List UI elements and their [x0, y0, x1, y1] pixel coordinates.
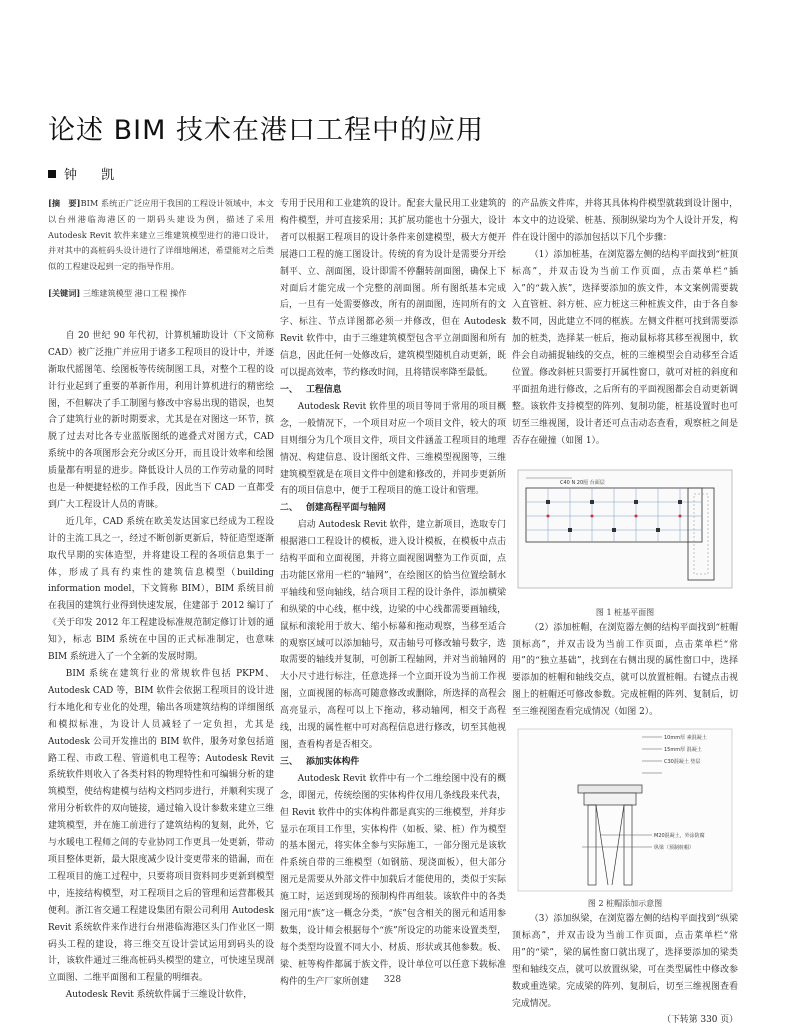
col2-paragraph-3: 启动 Autodesk Revit 软件，建立新项目，选取专门根据港口工程设计的模板，进入设计模板，在模板中点击结构平面和立面视图，并将立面视图调整为工作页面，点击功能区常用一栏的“轴网”，在绘图区的恰当位置绘制水平轴线和竖向轴线，结合项目工程的设计条件，添加横梁和纵梁的中心线，框中线，边梁的中心线都需要画轴线，鼠标和滚轮用于放大、缩小标幕和拖动观察，当移至适合的观察区域可以添加轴号，双击轴号可修改轴号数字，选取需要的轴线并复制，可创新工程轴网，并对当前轴网的大小尺寸进行标注，任意选择一个立面开设为当前工作视图，立面视图的标高可随意修改或删除，所选择的高程会高亮显示，高程可以上下拖动，移动轴网，相交于高程线，出现的属性框中可对高程信息进行修改，切至其他视图，查看构者是否相交。 — [280, 520, 506, 750]
section-2-number: 二、 — [280, 503, 298, 514]
col1-paragraph-2: 近几年，CAD 系统在欧美发达国家已经成为工程设计的主流工具之一，经过不断创新更新后，特征造型逐渐取代早期的实体造型，并将建设工程的各项信息集于一体，形成了具有约束性的建筑信息模型（building information model，下文简称 BIM），BIM 系统目前在我国的建筑行业得到快速发展，住建部于 2012 编订了《关于印发 2012 年工程建设标准规范制定修订计划的通知》，标志 BIM 系统在中国的正式标准制定，也意味 BIM 系统进入了一个全新的发展时期。 — [48, 516, 274, 663]
figure-2-label-2: 15mm厚 混凝土 — [664, 747, 702, 754]
keywords-label: [关键词] — [48, 287, 81, 298]
col1-paragraph-4: Autodesk Revit 系统软件属于三维设计软件， — [65, 990, 253, 1001]
figure-2-label-3: C30混凝土 垫层 — [664, 759, 701, 766]
figure-1-caption: 图 1 桩基平面图 — [595, 607, 655, 617]
col2-paragraph-4: Autodesk Revit 软件中有一个二维绘图中没有的概念，即图元，传统绘图的实体构件仅用几条线段来代表，但 Revit 软件中的实体构件都是真实的三维模型，并拜步显示在项目工作里，实体构件（如板、梁、桩）作为模型的基本图元，将实体全参与实际施工，一部分图元是该软件系统自带的三维模型（如钢筋、现浇面板），但大部分图元是需要从外部文件中加载后才能使用的，类似于实际施工时，运送到现场的预制构件再组装。该软件中的各类图元用“族”这一概念分类，“族”包含相关的图元和适用参数集，设计师会根据每个“族”所设定的功能来设置类型，每个类型均设置不同大小、材质、形状或其他参数。板、梁、桩等构件都属于族文件，设计单位可以任意下载标准构件的生产厂家所创建 — [280, 773, 506, 987]
section-heading-2 — [280, 500, 506, 517]
figure-2-label-1: 10mm厚 素混凝土 — [664, 735, 707, 742]
abstract-label: [摘 要] — [48, 198, 81, 208]
keywords-text: 三维建筑模型 港口工程 操作 — [82, 287, 187, 298]
keywords — [48, 285, 274, 302]
section-heading-3 — [280, 754, 506, 771]
figure-2-label-4: M20混凝土，外涂防腐 — [654, 833, 705, 840]
bullet-square-icon — [48, 170, 56, 178]
author-line — [48, 164, 124, 183]
figure-2-caption: 图 2 桩帽添加示意图 — [587, 899, 663, 909]
figure-1 — [512, 454, 738, 604]
author-name: 钟 凯 — [64, 168, 125, 183]
column-1 — [48, 196, 274, 1004]
abstract-text: BIM 系统正广泛应用于我国的工程设计领域中，本文以台州港临海港区的一期码头建设为例，描述了采用 Autodesk Revit 软件来建立三维建筑模型进行的港口设计，并对其中的高桩码头设计进行了详细地阐述，希望能对之后类似的工程建设起到一定的指导作用。 — [48, 198, 274, 272]
column-3 — [512, 196, 738, 1029]
col3-paragraph-1: 的产品族文件库，并将其具体构件模型就载到设计图中，本文中的边设梁、桩基、预制纵梁均为个人设计开发，构件在设计图中的添加包括以下几个步骤： — [512, 199, 738, 243]
pile-cap-drawing — [512, 725, 738, 895]
abstract — [48, 196, 274, 275]
section-heading-1 — [280, 382, 506, 399]
section-1-title: 工程信息 — [306, 384, 342, 395]
continued-note: （下转第 330 页） — [662, 1015, 738, 1026]
col2-paragraph-2: Autodesk Revit 软件里的项目等同于常用的项目概念，一般情况下，一个项目对应一个项目文件，较大的项目则细分为几个项目文件，项目文件涵盖工程项目的地理情况、构建信息、设计图纸文件、三维模型视图等，三维建筑模型就是在项目文件中创建和修改的，并同步更新所有的项目信息中，便于工程项目的施工设计和管理。 — [280, 401, 506, 497]
column-2 — [280, 196, 506, 991]
col2-paragraph-1: 专用于民用和工业建筑的设计。配套大量民用工业建筑的构件模型，并可直接采用；其扩展功能也十分强大，设计者可以根据工程项目的设计条件来创建模型，极大方便开展港口工程的施工图设计。传统的育为设计是需要分开绘制平、立、剖面图，设计即需不停翻转剖面图，确保上下对面后才能完成一个完整的剖面图。所有图纸基本完成后，一旦有一处需要修改，所有的剖面图，连同所有的文字、标注、节点详图都必须一并修改，但在 Autodesk Revit 软件中，由于三维建筑模型包含平立剖面图和所有信息，因此任何一处修改后，建筑模型随机自动更新，既可以提高效率，节约修改时间，且将错误率降至最低。 — [280, 199, 506, 379]
col1-paragraph-1: 自 20 世纪 90 年代初，计算机辅助设计（下文简称 CAD）被广泛推广并应用于诸多工程项目的设计中，并逐渐取代摇图笔、绘图板等传统制图工具，对整个工程的设计行业起到了重要的革新作用，利用计算机进行的精密绘图，不但解决了手工制图与修改中容易出现的错误，也契合了建筑行业的新时期要求，尤其是在对图这一环节，摈脱了过去对比各专业蓝版图纸的遮叠式对图方式，CAD 系统中的各项图形会充分或区分开，而且设计效率和绘图质量都有明显的进步。降低设计人员的工作劳动量的同时也是一种便捷轻松的工作手段，因此当下 CAD 一直都受到广大工程设计人员的青睐。 — [48, 330, 274, 510]
col3-paragraph-4: （3）添加纵梁，在浏览器左侧的结构平面找到“纵梁顶标高”，并双击设为当前工作页面，点击菜单栏“常用”的“梁”，梁的属性窗口就出现了，选择要添加的梁类型和轴线交点，就可以放置纵梁，可在类型属性中修改参数或重选梁。完成梁的阵列、复制后，切至三维视图查看完成情况。 — [512, 914, 738, 1009]
figure-1-label: C40 N 20厘 台面层 — [560, 479, 605, 486]
figure-2-label-5: 纵梁（预制桩帽） — [654, 845, 695, 852]
section-3-title: 添加实体构件 — [306, 756, 360, 767]
page-number: 328 — [383, 975, 402, 985]
col3-paragraph-3: （2）添加桩帽，在浏览器左侧的结构平面找到“桩帽顶标高”，并双击设为当前工作页面，点击菜单栏“常用”的“独立基础”，找到在右侧出现的属性窗口中，选择要添加的桩帽和轴线交点，就可以放置桩帽。右键点击视图上的桩帽还可修改参数。完成桩帽的阵列、复制后，切至三维视图查看完成情况（如图 2）。 — [512, 622, 738, 718]
section-1-number: 一、 — [280, 384, 298, 395]
pile-plan-drawing — [512, 454, 738, 604]
col3-paragraph-2: （1）添加桩基，在浏览器左侧的结构平面找到“桩顶标高”，并双击设为当前工作页面，点击菜单栏“插入”的“载入族”，选择要添加的族文件，本文案例需要载入直管桩、斜方桩、应力桩这三种桩族文件，由于各自参数不同，因此建立不同的框族。左侧文件框可找到需要添加的桩类，选择某一桩后，拖动鼠标将其移至视图中，软件会自动捕捉轴线的交点，桩的三维模型会自动移至合适位置。修改斜桩只需要打开属性窗口，就可对桩的斜度和平面扭角进行修改，之后所有的平面视图都会自动更新调整。该软件支持模型的阵列、复制功能，桩基设置时也可切至三维视图，设计者还可点击动态查看，观察桩之间是否存在碰撞（如图 1）。 — [512, 249, 738, 446]
col1-paragraph-3: BIM 系统在建筑行业的常规软件包括 PKPM、Autodesk CAD 等，BIM 软件会依据工程项目的设计进行本地化和专业化的处理，输出各项建筑结构的详细图纸和模拟标准，为设计人员减轻了一定负担，尤其是 Autodesk 公司开发推出的 BIM 软件，服务对象包括道路工程、市政工程、管道机电工程等；Autodesk Revit 系统软件则收入了各类村料的物理特性和可编辑分析的建筑模型，使结构建模与结构文档同步进行，并顺利实现了常用分析软件的双向链接，通过输入设计参数来建立三维建筑模型，并在施工前进行了建筑结构的复刻，此外，它与水暖电工程师之间的专业协同工作更具一处更新，带动项目整体更新，最大限度减少设计变更带来的错漏，而在工程项目的施工过程中，只要将项目资料同步更新到模型中，连接结构模型，对工程项目之后的管理和运营都极其便利。浙江省交通工程建设集团有限公司利用 Autodesk Revit 系统软件来作进行台州港临海港区头门作业区一期码头工程的建设，将三维交互设计尝试运用到码头的设计，该软件通过三维高桩码头模型的建立，可快速呈现剖立面图、二维平面图和工程量的明细表。 — [48, 669, 274, 984]
section-2-title: 创建高程平面与轴网 — [306, 503, 386, 514]
article-title: 论述 BIM 技术在港口工程中的应用 — [48, 115, 484, 146]
section-3-number: 三、 — [280, 756, 298, 767]
figure-2 — [512, 725, 738, 895]
